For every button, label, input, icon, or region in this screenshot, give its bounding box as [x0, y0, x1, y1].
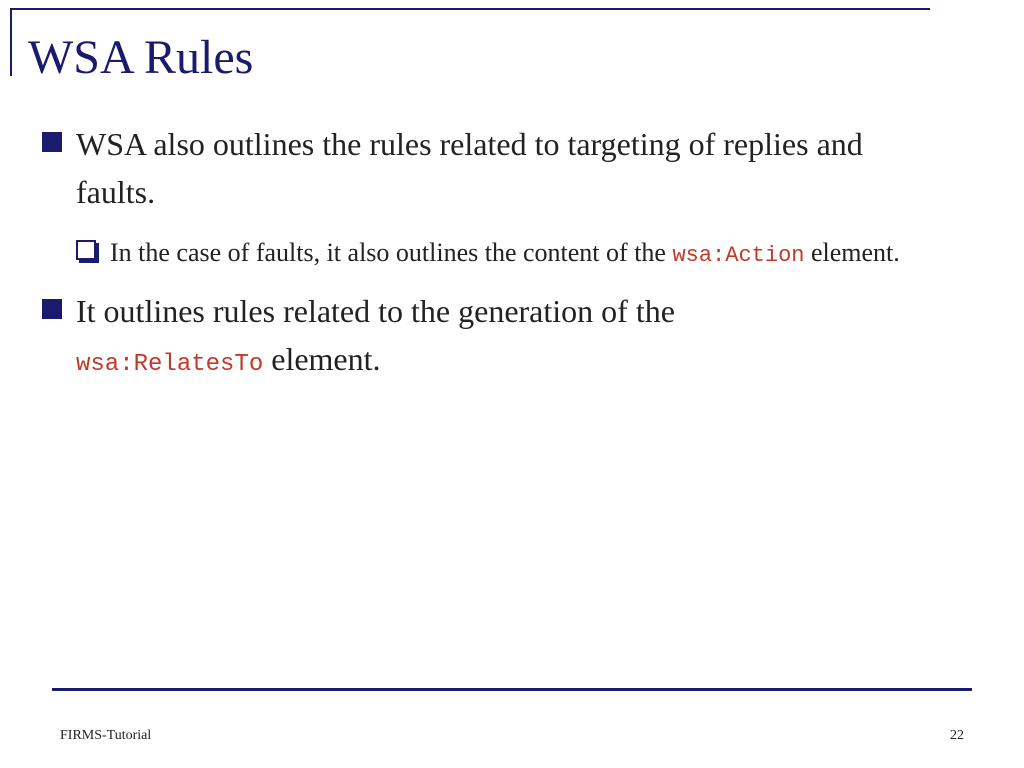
- slide-body: [42, 120, 942, 403]
- square-bullet-icon: [42, 299, 62, 319]
- bullet-2-code: wsa:RelatesTo: [76, 351, 264, 378]
- footer-rule: [52, 688, 972, 691]
- bullet-1: [42, 120, 942, 216]
- bullet-2: [42, 287, 942, 389]
- bullet-2-text-before: It outlines rules related to the generation of the: [76, 293, 675, 329]
- square-bullet-icon: [42, 132, 62, 152]
- bullet-1-text: WSA also outlines the rules related to targeting of replies and faults.: [76, 126, 863, 210]
- page-number: 22: [950, 728, 964, 743]
- footer-label: FIRMS-Tutorial: [60, 728, 152, 743]
- frame-top-rule: [10, 8, 930, 10]
- bullet-2-text-after: element.: [271, 341, 381, 377]
- sub-bullet-1-1-text-before: In the case of faults, it also outlines the content of the: [110, 238, 666, 267]
- frame-left-rule: [10, 8, 12, 76]
- hollow-square-bullet-icon: [76, 240, 96, 260]
- slide-title: WSA Rules: [28, 31, 254, 84]
- sub-bullet-1-1-code: wsa:Action: [672, 243, 805, 268]
- sub-bullet-1-1-text-after: element.: [810, 238, 900, 267]
- sub-bullet-1-1: [76, 230, 942, 279]
